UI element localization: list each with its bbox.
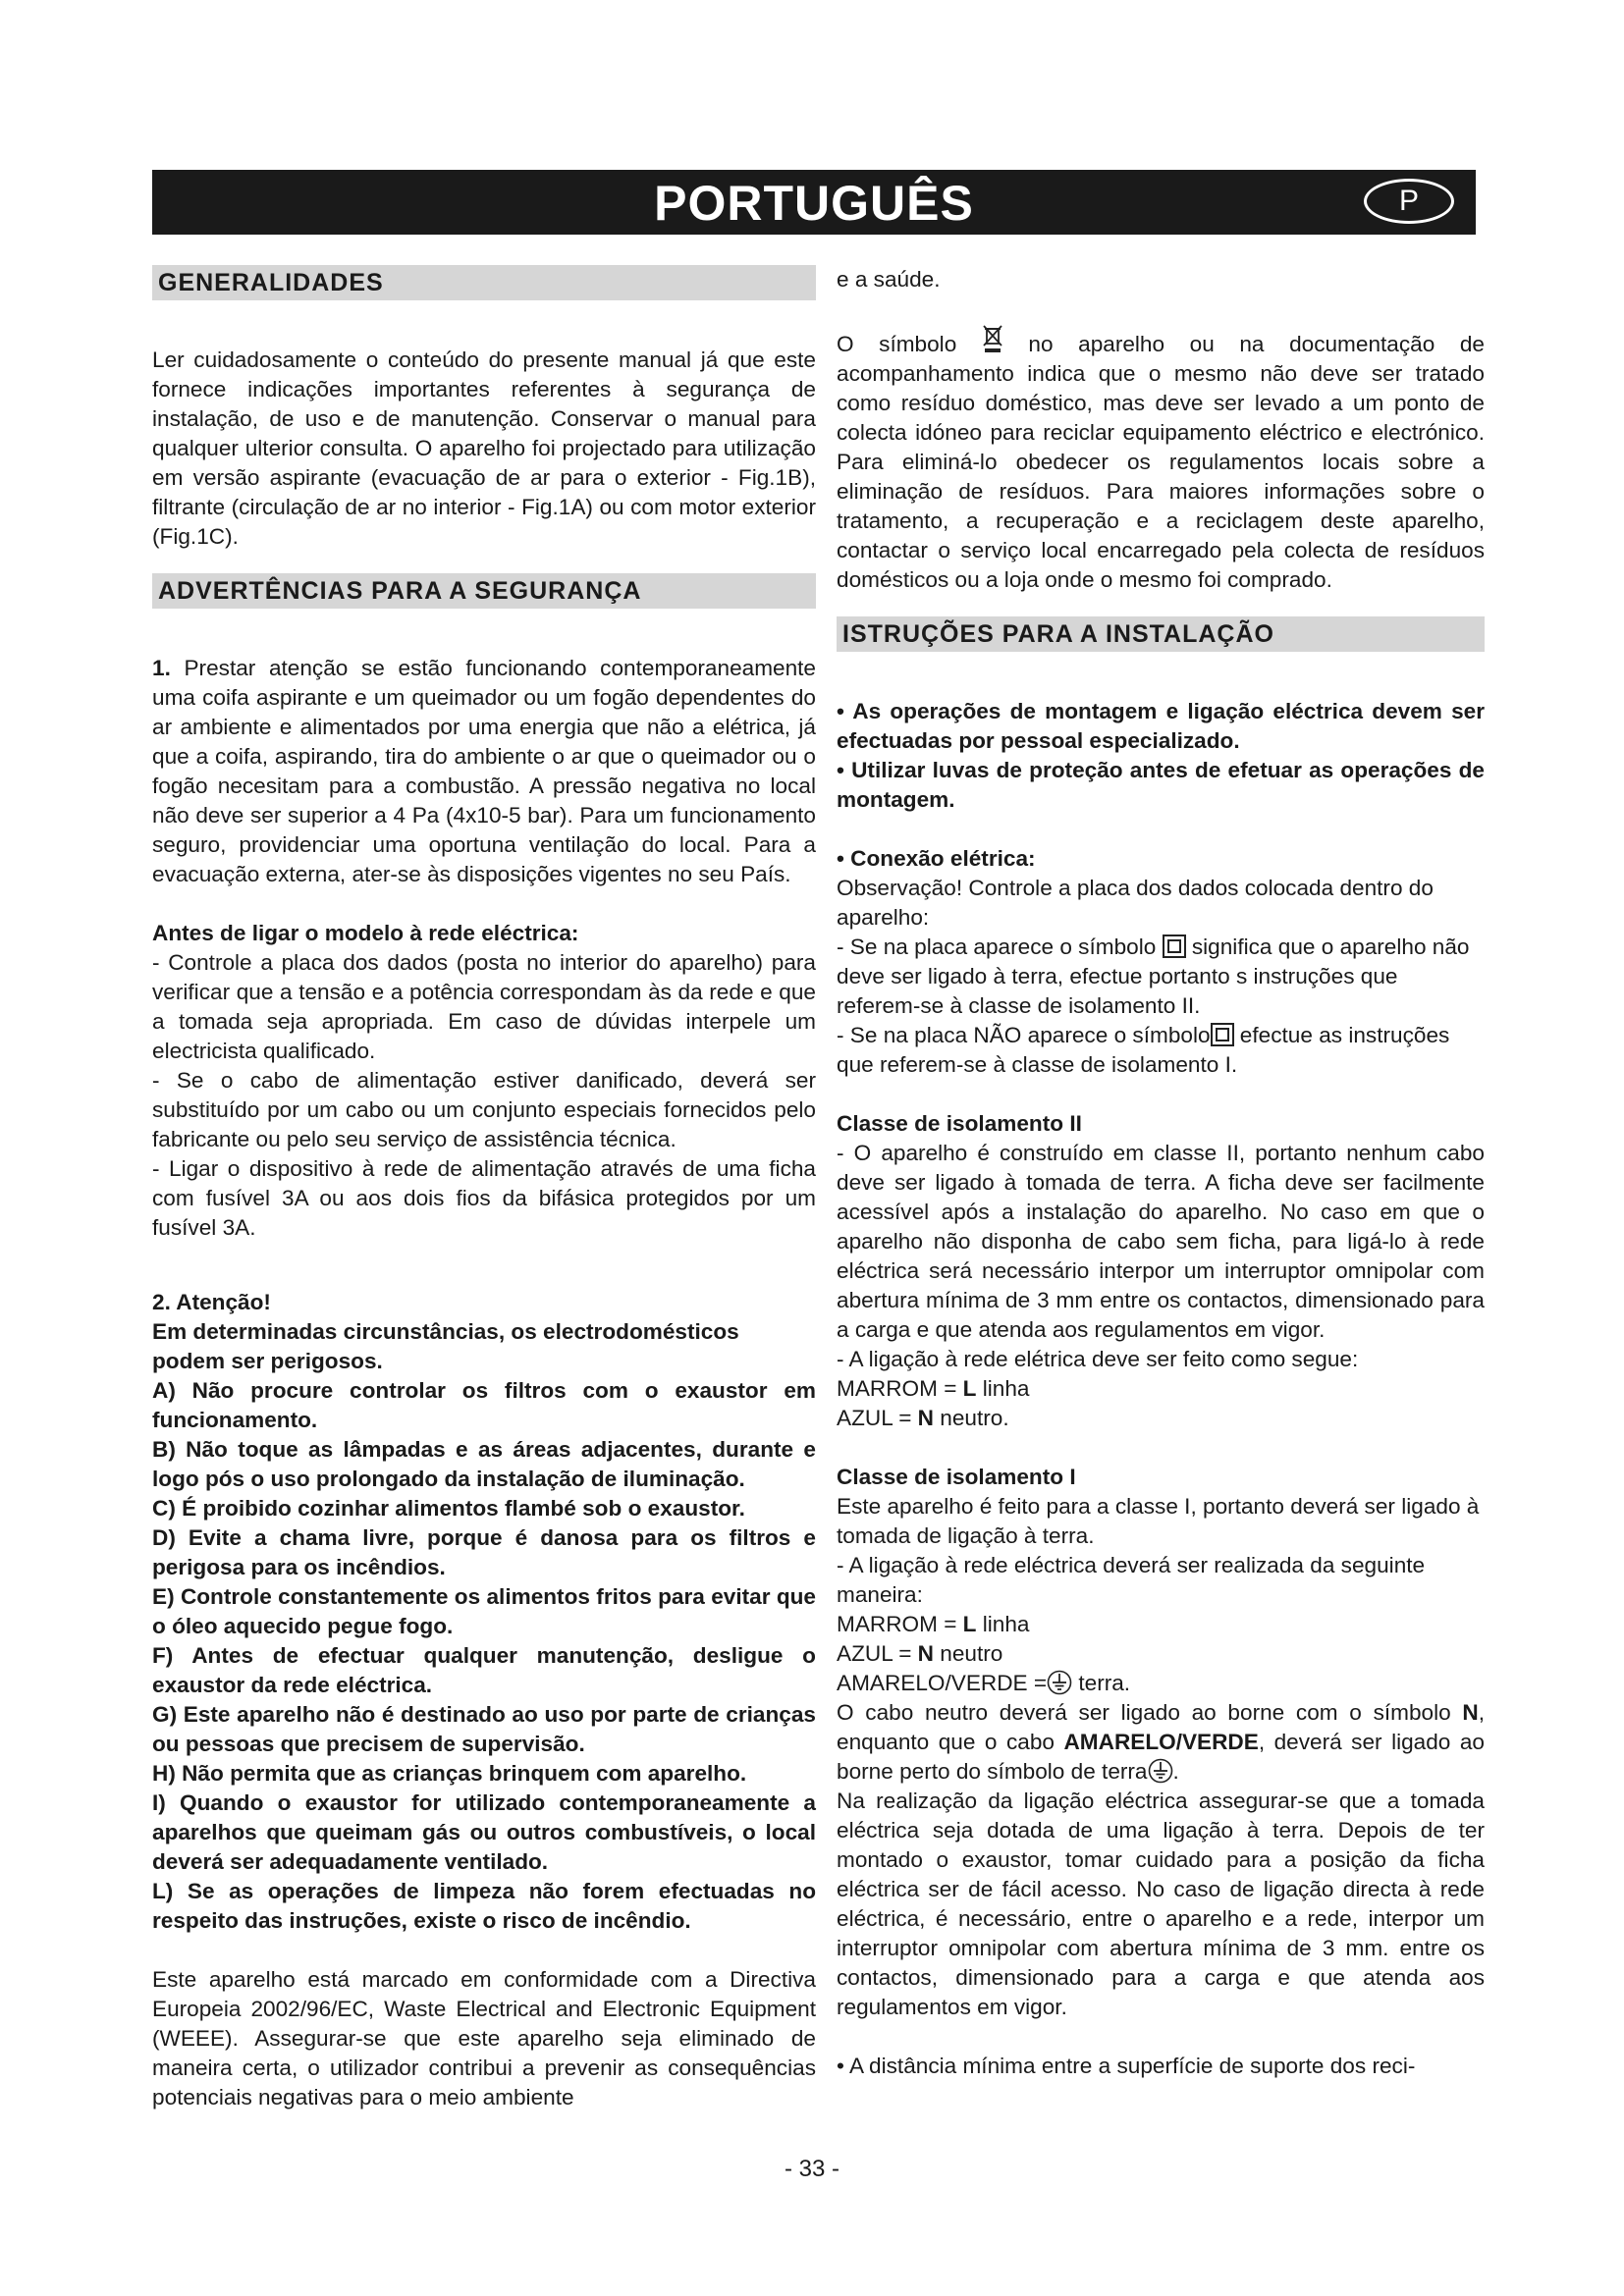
class-i-blue-wire (837, 1639, 1485, 1669)
double-square-icon (1163, 934, 1186, 958)
safety-paragraph-1-number: 1. (152, 656, 171, 680)
section-title-advertencias: ADVERTÊNCIAS PARA A SEGURANÇA (152, 573, 816, 609)
section-title-generalidades: GENERALIDADES (152, 265, 816, 300)
crossed-bin-icon (982, 324, 1003, 353)
weee-text: Este aparelho está marcado em conformidade com a Directiva Europeia 2002/96/EC, Waste Electrical and Electronic Equipment (WEEE). Assegurar-se que este aparelho seja eliminado de maneira certa, o utilizador contribui a prevenir as consequências potenciais negativas para o meio ambiente (152, 1967, 816, 2109)
neutral-earth-code: AMARELO/VERDE (1063, 1730, 1259, 1754)
class-i-brown-wire (837, 1610, 1485, 1639)
attention-item: A) Não procure controlar os filtros com o exaustor em funcionamento. (152, 1378, 816, 1432)
right-column (837, 265, 1485, 2081)
attention-item: I) Quando o exaustor for utilizado contemporaneamente a aparelhos que queimam gás ou outros combustíveis, o local deverá ser adequadamente ventilado. (152, 1790, 816, 1874)
safety-paragraph-1 (152, 654, 816, 889)
before-connecting-item: - Ligar o dispositivo à rede de alimentação através de uma ficha com fusível 3A ou aos dois fios da bifásica protegidos por um fusível 3A. (152, 1156, 816, 1240)
class-i-title: Classe de isolamento I (837, 1465, 1076, 1489)
class-i-final-text: Na realização da ligação eléctrica assegurar-se que a tomada eléctrica seja dotada de uma ligação à terra. Depois de ter montado o exaustor, tomar cuidado para a posição da ficha eléctrica ser de fácil acesso. No caso de ligação directa à rede eléctrica, é necessário, entre o aparelho e a rede, interpor um interruptor omnipolar com abertura mínima de 3 mm. entre os contactos, dimensionado para a carga e que atenda aos regulamentos em vigor. (837, 1789, 1485, 2019)
language-badge: P (1364, 179, 1454, 224)
brown-wire-code: L (962, 1376, 977, 1401)
neutral-text-d: . (1172, 1759, 1179, 1784)
attention-intro: Em determinadas circunstâncias, os electrodomésticos podem ser perigosos. (152, 1319, 739, 1373)
attention-item: E) Controle constantemente os alimentos fritos para evitar que o óleo aquecido pegue fogo. (152, 1584, 816, 1638)
attention-item: C) É proibido cozinhar alimentos flambé sob o exaustor. (152, 1496, 745, 1521)
neutral-code: N (1462, 1700, 1479, 1725)
brown-wire-label: MARROM = (837, 1376, 963, 1401)
class-ii-connection: - A ligação à rede elétrica deve ser feito como segue: (837, 1347, 1359, 1371)
blue-wire-code: N (917, 1406, 934, 1430)
attention-title: 2. Atenção! (152, 1290, 271, 1314)
no-class-symbol-text-a: - Se na placa NÃO aparece o símbolo (837, 1023, 1211, 1047)
attention-item: B) Não toque as lâmpadas e as áreas adjacentes, durante e logo pós o uso prolongado da instalação de iluminação. (152, 1437, 816, 1491)
banner-title: PORTUGUÊS (654, 176, 974, 231)
attention-item: D) Evite a chama livre, porque é danosa para os filtros e perigosa para os incêndios. (152, 1525, 816, 1579)
attention-item: G) Este aparelho não é destinado ao uso por parte de crianças ou pessoas que precisem de supervisão. (152, 1702, 816, 1756)
generalidades-text: Ler cuidadosamente o conteúdo do presente manual já que este fornece indicações importantes referentes à segurança de instalação, de uso e de manutenção. Conservar o manual para qualquer ulterior consulta. O aparelho foi projectado para utilização em versão aspirante (evacuação de ar para o exterior - Fig.1B), filtrante (circulação de ar no interior - Fig.1A) ou com motor exterior (Fig.1C). (152, 347, 816, 549)
no-class-symbol-text-b: efectue as instruções que referem-se à classe de isolamento I. (837, 1023, 1450, 1077)
electrical-connection-note: Observação! Controle a placa dos dados colocada dentro do aparelho: (837, 876, 1434, 930)
brown-wire-code: L (962, 1612, 977, 1636)
blue-wire-code: N (917, 1641, 934, 1666)
before-connecting-title: Antes de ligar o modelo à rede eléctrica: (152, 921, 579, 945)
weee-symbol-text-a: O símbolo (837, 332, 982, 356)
attention-item: F) Antes de efectuar qualquer manutenção, desligue o exaustor da rede eléctrica. (152, 1643, 816, 1697)
class-i-text: Este aparelho é feito para a classe I, portanto deverá ser ligado à tomada de ligação à terra. (837, 1494, 1480, 1548)
neutral-text-c: , deverá ser ligado ao borne perto do símbolo de terra (837, 1730, 1485, 1784)
language-banner (152, 170, 1476, 235)
class-ii-title: Classe de isolamento II (837, 1111, 1082, 1136)
blue-wire-desc: neutro (934, 1641, 1003, 1666)
class-i-connection: - A ligação à rede eléctrica deverá ser realizada da seguinte maneira: (837, 1553, 1426, 1607)
earth-symbol-icon (1148, 1758, 1173, 1784)
blue-wire-label: AZUL = (837, 1406, 918, 1430)
brown-wire-desc: linha (976, 1376, 1030, 1401)
neutral-text-a: O cabo neutro deverá ser ligado ao borne com o símbolo (837, 1700, 1463, 1725)
installation-bullet: • As operações de montagem e ligação eléctrica devem ser efectuadas por pessoal especializado. (837, 699, 1485, 753)
no-class-symbol-paragraph (837, 1021, 1485, 1080)
class-symbol-text-a: - Se na placa aparece o símbolo (837, 934, 1163, 959)
electrical-connection-title: • Conexão elétrica: (837, 846, 1036, 871)
section-title-instalacao: ISTRUÇÕES PARA A INSTALAÇÃO (837, 616, 1485, 652)
weee-continuation: e a saúde. (837, 267, 941, 292)
left-column (152, 265, 816, 2112)
brown-wire-label: MARROM = (837, 1612, 963, 1636)
class-symbol-paragraph (837, 933, 1485, 1021)
class-ii-blue-wire (837, 1404, 1485, 1433)
safety-paragraph-1-text: Prestar atenção se estão funcionando contemporaneamente uma coifa aspirante e um queimador ou um fogão dependentes do ar ambiente e alimentados por uma energia que não a elétrica, já que a coifa, aspirando, tira do ambiente o ar que o queimador ou o fogão necesitam para a combustão. A pressão negativa no local não deve ser superior a 4 Pa (4x10-5 bar). Para um funcionamento seguro, providenciar uma oportuna ventilação do local. Para a evacuação externa, ater-se às disposições vigentes no seu País. (152, 656, 816, 886)
installation-bullet: • Utilizar luvas de proteção antes de efetuar as operações de montagem. (837, 758, 1485, 812)
page-number: - 33 - (784, 2156, 839, 2182)
earth-symbol-icon (1047, 1670, 1072, 1695)
blue-wire-desc: neutro. (934, 1406, 1009, 1430)
minimum-distance-bullet: • A distância mínima entre a superfície de suporte dos reci- (837, 2054, 1416, 2078)
weee-symbol-text-b: no aparelho ou na documentação de acompanhamento indica que o mesmo não deve ser tratado como resíduo doméstico, mas deve ser levado a um ponto de colecta idóneo para reciclar equipamento eléctrico e electrónico. Para eliminá-lo obedecer os regulamentos locais sobre a eliminação de resíduos. Para maiores informações sobre o tratamento, a recuperação e a reciclagem deste aparelho, contactar o serviço local encarregado pela colecta de resíduos domésticos ou a loja onde o mesmo foi comprado. (837, 332, 1485, 592)
attention-item: L) Se as operações de limpeza não forem efectuadas no respeito das instruções, existe o risco de incêndio. (152, 1879, 816, 1933)
class-ii-brown-wire (837, 1374, 1485, 1404)
neutral-wire-paragraph (837, 1698, 1485, 1787)
blue-wire-label: AZUL = (837, 1641, 918, 1666)
weee-symbol-paragraph (837, 324, 1485, 595)
earth-wire-label: AMARELO/VERDE = (837, 1671, 1048, 1695)
class-symbol-text-b: significa que o aparelho não deve ser ligado à terra, efectue portanto s instruções que referem-se à classe de isolamento II. (837, 934, 1470, 1018)
class-ii-text: - O aparelho é construído em classe II, portanto nenhum cabo deve ser ligado à tomada de terra. A ficha deve ser facilmente acessível após a instalação do aparelho. No caso em que o aparelho não disponha de cabo sem ficha, para ligá-lo à rede eléctrica será necessário interpor um interruptor omnipolar com abertura mínima de 3 mm entre os contactos, dimensionado para a carga e que atenda aos regulamentos em vigor. (837, 1141, 1485, 1342)
double-square-icon (1211, 1023, 1234, 1046)
earth-wire-desc: terra. (1072, 1671, 1131, 1695)
class-i-earth-wire (837, 1669, 1485, 1698)
before-connecting-item: - Controle a placa dos dados (posta no interior do aparelho) para verificar que a tensão e a potência correspondam às da rede e que a tomada seja apropriada. Em caso de dúvidas interpele um electricista qualificado. (152, 950, 816, 1063)
attention-item: H) Não permita que as crianças brinquem com aparelho. (152, 1761, 747, 1786)
brown-wire-desc: linha (976, 1612, 1030, 1636)
before-connecting-item: - Se o cabo de alimentação estiver danificado, deverá ser substituído por um cabo ou um conjunto especiais fornecidos pelo fabricante ou pelo seu serviço de assistência técnica. (152, 1068, 816, 1151)
neutral-text-b: , enquanto que o cabo (837, 1700, 1485, 1754)
